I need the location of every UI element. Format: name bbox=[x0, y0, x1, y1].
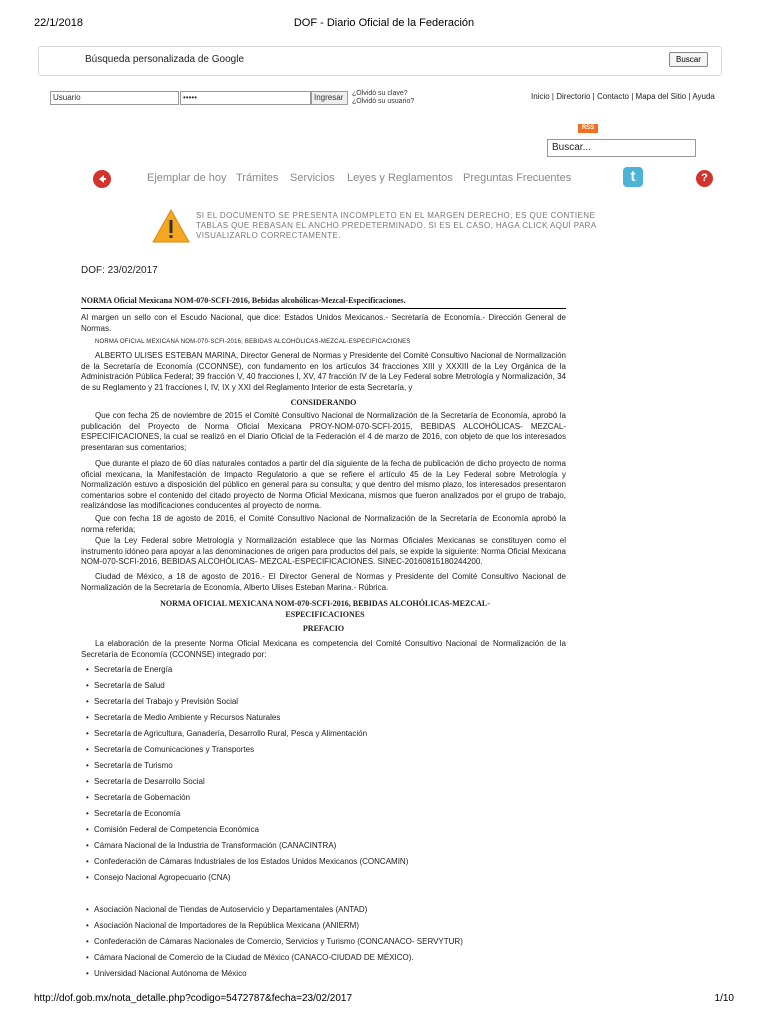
paragraph-1: Que con fecha 25 de noviembre de 2015 el Comité Consultivo Nacional de Normalización de la Secretaría de Economía, aprobó la publicación del Proyecto de Norma Oficial Mexicana PROY-NOM-070-SCFI-2015, BEBIDAS ALCOHÓLICAS- MEZCAL-ESPECIFICACIONES, la cual se realizó en el Diario Oficial de la Federación el 4 de marzo de 2016, con objeto de que los interesados presentaran sus comentarios; bbox=[81, 411, 566, 452]
google-search-input[interactable]: Búsqueda personalizada de Google bbox=[85, 54, 245, 65]
page-number: 1/10 bbox=[714, 993, 734, 1004]
list-item: • Asociación Nacional de Tiendas de Autoservicio y Departamentales (ANTAD) bbox=[94, 905, 367, 914]
prefacio-heading: PREFACIO bbox=[302, 624, 345, 633]
list-item: • Secretaría de Economía bbox=[94, 809, 180, 818]
list-item: • Secretaría de Energía bbox=[94, 665, 172, 674]
nav-leyes[interactable]: Leyes y Reglamentos bbox=[347, 172, 453, 184]
top-link-directorio[interactable]: Directorio bbox=[556, 92, 591, 101]
login-button[interactable]: Ingresar bbox=[311, 91, 348, 105]
top-link-inicio[interactable]: Inicio bbox=[531, 92, 550, 101]
list-item: • Secretaría de Desarrollo Social bbox=[94, 777, 205, 786]
list-item: • Cámara Nacional de Comercio de la Ciudad de México (CANACO-CIUDAD DE MÉXICO). bbox=[94, 953, 414, 962]
intro-paragraph: ALBERTO ULISES ESTEBAN MARINA, Director General de Normas y Presidente del Comité Consultivo Nacional de Normalización de la Secretaría de Economía (CCONNSE), con fundamento en los artículos 34 fracciones XIII y XXXIII de la Ley Orgánica de la Administración Pública Federal; 39 fracción V, 40 fracciones I, XV, 47 fracción IV de la Ley Federal sobre Metrología y Normalización, 34 de su Reglamento y 21 fracciones I, IV, IX y XXI del Reglamento Interior de esta Secretaría, y bbox=[81, 351, 566, 392]
list-item: • Asociación Nacional de Importadores de la República Mexicana (ANIERM) bbox=[94, 921, 359, 930]
nav-preguntas[interactable]: Preguntas Frecuentes bbox=[463, 172, 572, 184]
twitter-icon[interactable]: t bbox=[623, 167, 643, 187]
top-link-contacto[interactable]: Contacto bbox=[596, 92, 630, 101]
seal-text: Al margen un sello con el Escudo Nacional, que dice: Estados Unidos Mexicanos.- Secretaría de Economía.- Dirección General de Normas. bbox=[81, 313, 566, 333]
list-item: • Comisión Federal de Competencia Económica bbox=[94, 825, 259, 834]
paragraph-3: Que con fecha 18 de agosto de 2016, el Comité Consultivo Nacional de Normalización de la Secretaría de Economía aprobó la norma referida; bbox=[81, 514, 566, 534]
print-title: DOF - Diario Oficial de la Federación bbox=[293, 17, 475, 29]
nav-ejemplar[interactable]: Ejemplar de hoy bbox=[147, 172, 227, 184]
list-item: • Secretaría de Comunicaciones y Transportes bbox=[94, 745, 254, 754]
top-links: Inicio | Directorio | Contacto | Mapa del Sitio | Ayuda bbox=[531, 92, 715, 101]
considerando-heading: CONSIDERANDO bbox=[290, 398, 357, 407]
top-link-ayuda[interactable]: Ayuda bbox=[692, 92, 715, 101]
warning-text[interactable]: SI EL DOCUMENTO SE PRESENTA INCOMPLETO EN EL MARGEN DERECHO, ES QUE CONTIENE TABLAS QUE REBASAN EL ANCHO PREDETERMINADO. SI ES EL CASO, HAGA CLICK AQUÍ PARA VISUALIZARLO CORRECTAMENTE. bbox=[196, 211, 597, 240]
paragraph-5: Ciudad de México, a 18 de agosto de 2016.- El Director General de Normas y Presidente del Comité Consultivo Nacional de Normalización de la Secretaría de Economía, Alberto Ulises Esteban Marina.- Rúbrica. bbox=[81, 572, 566, 592]
nav-tramites[interactable]: Trámites bbox=[236, 172, 279, 184]
doc-subtitle: NORMA OFICIAL MEXICANA NOM-070-SCFI-2016, BEBIDAS ALCOHÓLICAS-MEZCAL-ESPECIFICACIONES bbox=[95, 339, 411, 345]
forgot-user-link[interactable]: ¿Olvidó su usuario? bbox=[352, 98, 415, 105]
password-input[interactable]: ••••• bbox=[180, 91, 311, 105]
doc-title: NORMA Oficial Mexicana NOM-070-SCFI-2016, Bebidas alcohólicas-Mezcal-Especificaciones. bbox=[81, 296, 406, 305]
list-item: • Cámara Nacional de la Industria de Transformación (CANACINTRA) bbox=[94, 841, 336, 850]
google-search-bar[interactable] bbox=[38, 46, 722, 76]
paragraph-4: Que la Ley Federal sobre Metrología y Normalización establece que las Normas Oficiales Mexicanas se constituyen como el instrumento idóneo para apoyar a las denominaciones de origen para productos del país, se expide la siguiente: Norma Oficial Mexicana NOM-070-SCFI-2016, BEBIDAS ALCOHÓLICAS- MEZCAL-ESPECIFICACIONES. SINEC-20160815180244200. bbox=[81, 536, 566, 566]
list-item: • Secretaría de Gobernación bbox=[94, 793, 190, 802]
help-icon[interactable]: ? bbox=[696, 170, 713, 187]
list-item: • Secretaría de Medio Ambiente y Recursos Naturales bbox=[94, 713, 280, 722]
user-input[interactable]: Usuario bbox=[50, 91, 179, 105]
dof-date: DOF: 23/02/2017 bbox=[81, 265, 158, 276]
google-search-button[interactable]: Buscar bbox=[669, 52, 708, 67]
list-item: • Secretaría de Turismo bbox=[94, 761, 173, 770]
warning-icon bbox=[152, 209, 190, 248]
nav-servicios[interactable]: Servicios bbox=[290, 172, 335, 184]
title-divider bbox=[81, 308, 566, 309]
forgot-password-link[interactable]: ¿Olvidó su clave? bbox=[352, 90, 408, 97]
rss-icon[interactable]: RSS bbox=[578, 124, 598, 133]
paragraph-6: La elaboración de la presente Norma Oficial Mexicana es competencia del Comité Consultivo Nacional de Normalización de la Secretaría de Economía (CCONNSE) integrado por: bbox=[81, 639, 566, 659]
list-item: • Secretaría de Salud bbox=[94, 681, 165, 690]
print-date: 22/1/2018 bbox=[34, 17, 83, 29]
list-item: • Consejo Nacional Agropecuario (CNA) bbox=[94, 873, 231, 882]
site-search-input[interactable]: Buscar... bbox=[547, 139, 696, 157]
norma-title: NORMA OFICIAL MEXICANA NOM-070-SCFI-2016, BEBIDAS ALCOHÓLICAS-MEZCAL-ESPECIFICACIONES bbox=[160, 599, 490, 619]
list-item: • Confederación de Cámaras Industriales de los Estados Unidos Mexicanos (CONCAMIN) bbox=[94, 857, 408, 866]
list-item: • Secretaría de Agricultura, Ganadería, Desarrollo Rural, Pesca y Alimentación bbox=[94, 729, 367, 738]
paragraph-2: Que durante el plazo de 60 días naturales contados a partir del día siguiente de la fecha de publicación de dicho proyecto de norma oficial mexicana, la Manifestación de Impacto Regulatorio a que se refiere el artículo 45 de la Ley Federal sobre Metrología y Normalización estuvo a disposición del público en general para su consulta; y que dentro del mismo plazo, los interesados presentaron comentarios sobre el contenido del citado proyecto de Norma Oficial Mexicana, mismos que fueron analizados por el grupo de trabajo, realizándose las modificaciones conducentes al proyecto de norma. bbox=[81, 459, 566, 510]
list-item: • Confederación de Cámaras Nacionales de Comercio, Servicios y Turismo (CONCANACO- SERVYTUR) bbox=[94, 937, 463, 946]
print-url: http://dof.gob.mx/nota_detalle.php?codigo=5472787&fecha=23/02/2017 bbox=[34, 993, 353, 1004]
top-link-mapa[interactable]: Mapa del Sitio bbox=[635, 92, 687, 101]
list-item: • Universidad Nacional Autónoma de México bbox=[94, 969, 247, 978]
back-arrow-icon[interactable] bbox=[93, 170, 111, 188]
list-item: • Secretaría del Trabajo y Previsión Social bbox=[94, 697, 238, 706]
